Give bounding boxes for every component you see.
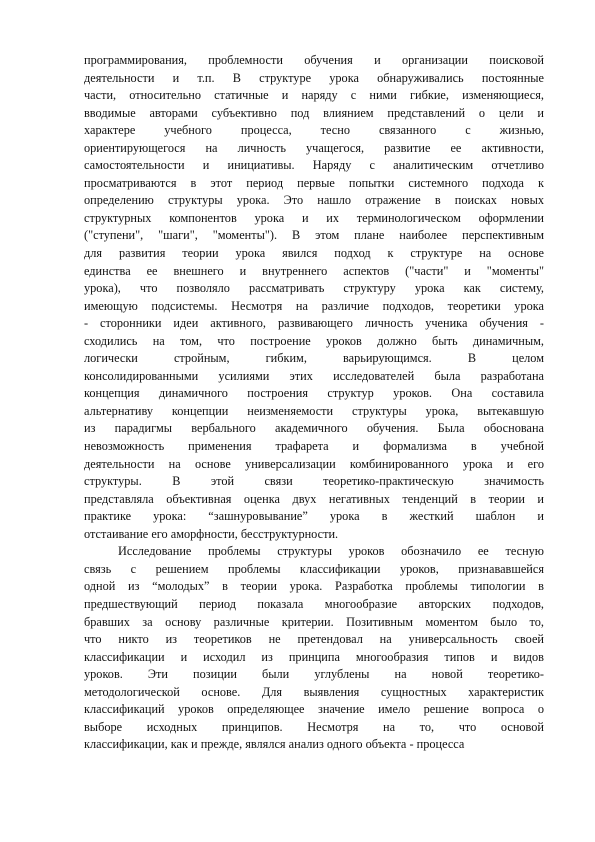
text-line: альтернативу концепции неизменяемости структуры урока, вытекавшую xyxy=(84,403,544,418)
text-line: выборе исходных принципов. Несмотря на то, что основой xyxy=(84,719,544,734)
text-line: ориентирующегося на личность учащегося, развитие ее активности, xyxy=(84,140,544,155)
text-line: программирования, проблемности обучения и организации поисковой xyxy=(84,53,544,67)
text-line: из парадигмы вербального академичного обучения. Была обоснована xyxy=(84,421,544,436)
text-line: урока), что позволяло рассматривать структуру урока как систему, xyxy=(84,281,544,296)
text-line: отстаивание его аморфности, бесструктурности. xyxy=(84,526,339,541)
text-line: части, относительно статичные и наряду с ними гибкие, изменяющиеся, xyxy=(84,88,544,103)
text-line: методологической основе. Для выявления сущностных характеристик xyxy=(84,684,544,699)
text-line: предшествующий период показала многообразие авторских подходов, xyxy=(84,596,544,611)
text-line: деятельности и т.п. В структуре урока обнаруживались постоянные xyxy=(84,70,544,85)
text-line: что никто из теоретиков не претендовал на универсальность своей xyxy=(84,632,544,647)
paragraph-structure-history xyxy=(84,52,544,543)
text-line: самостоятельности и инициативы. Наряду с аналитическим отчетливо xyxy=(84,158,544,173)
text-line: имеющую подсистемы. Несмотря на различие подходов, теоретики урока xyxy=(84,298,544,313)
text-line: - сторонники идеи активного, развивающего личность ученика обучения - xyxy=(84,316,544,331)
text-line: представляла объективная оценка двух негативных тенденций в теории и xyxy=(84,491,544,506)
text-line: единства ее внешнего и внутреннего аспектов ("части" и "моменты" xyxy=(84,263,544,278)
text-line: просматриваются в этот период первые попытки системного подхода к xyxy=(84,175,544,190)
text-line: бравших за основу различные критерии. Позитивным моментом было то, xyxy=(84,614,544,629)
text-line: вводимые авторами субъективно под влиянием представлений о цели и xyxy=(84,105,544,120)
text-line: сходились на том, что построение уроков должно быть динамичным, xyxy=(84,333,544,348)
text-line: классификации, как и прежде, являлся анализ одного объекта - процесса xyxy=(84,737,465,752)
text-line: консолидированными усилиями этих исследователей была разработана xyxy=(84,368,544,383)
text-line: структурных компонентов урока и их терминологическом оформлении xyxy=(84,210,544,225)
text-line: практике урока: “зашнуровывание” урока в жесткий шаблон и xyxy=(84,509,544,524)
text-line: Исследование проблемы структуры уроков обозначило ее тесную xyxy=(118,544,544,559)
document-page xyxy=(84,52,544,754)
text-line: классификаций уроков определяющее значение имело решение вопроса о xyxy=(84,702,544,717)
text-line: уроков. Эти позиции были углублены на новой теоретико- xyxy=(84,667,544,682)
text-line: классификации и исходил из принципа многообразия типов и видов xyxy=(84,649,544,664)
text-line: характере учебного процесса, тесно связанного с жизнью, xyxy=(84,123,544,138)
text-line: ("ступени", "шаги", "моменты"). В этом плане наиболее перспективным xyxy=(84,228,544,243)
text-line: концепция динамичного построения структур уроков. Она составила xyxy=(84,386,544,401)
text-line: логически стройным, гибким, варьирующимся. В целом xyxy=(84,351,544,366)
text-line: деятельности на основе универсализации комбинированного урока и его xyxy=(84,456,544,471)
text-line: одной из “молодых” в теории урока. Разработка проблемы типологии в xyxy=(84,579,544,594)
text-line: структуры. В этой связи теоретико-практическую значимость xyxy=(84,474,544,489)
text-line: для развития теории урока явился подход к структуре на основе xyxy=(84,246,544,261)
text-line: невозможность применения трафарета и формализма в учебной xyxy=(84,439,544,454)
text-line: определению структуры урока. Это нашло отражение в поисках новых xyxy=(84,193,544,208)
paragraph-lesson-classification xyxy=(84,543,544,754)
text-line: связь с решением проблемы классификации уроков, признававшейся xyxy=(84,561,544,576)
